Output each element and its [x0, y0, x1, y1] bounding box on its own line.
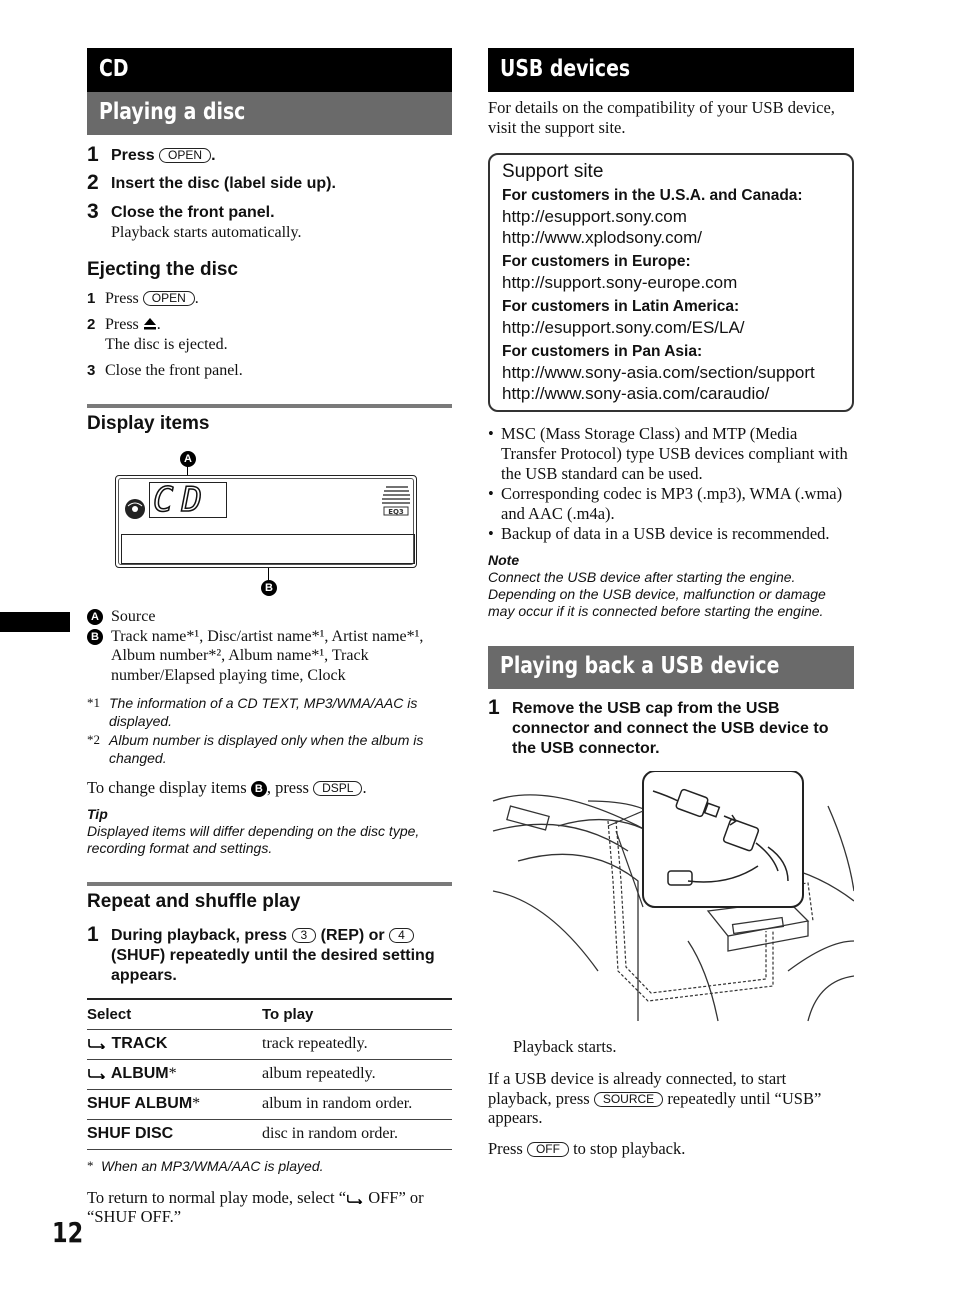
table-footnote: * When an MP3/WMA/AAC is played.	[87, 1157, 324, 1174]
svg-text:EQ3: EQ3	[388, 508, 404, 516]
support-link[interactable]: http://esupport.sony.com/ES/LA/	[502, 318, 745, 337]
usb-bullets	[488, 424, 854, 544]
step-3: 3 Close the front panel. Playback starts automatically.	[87, 200, 302, 241]
already-connected-text: If a USB device is already connected, to start playback, press SOURCE repeatedly until “USB” appears.	[488, 1069, 822, 1127]
tip-title: Tip	[87, 806, 108, 822]
note-text: Connect the USB device after starting the engine. Depending on the USB device, malfunction or damage may occur if it is connected before starting the engine.	[488, 569, 826, 619]
eject-item-2: 2 Press . The disc is ejected.	[87, 316, 228, 353]
display-legend	[87, 607, 452, 685]
open-button-label: OPEN	[143, 291, 195, 306]
step-2: 2 Insert the disc (label side up).	[87, 171, 336, 194]
support-group: For customers in Europe: http://support.sony-europe.com	[502, 252, 840, 293]
playing-disc-header: Playing a disc	[87, 92, 452, 135]
display-items-heading: Display items	[87, 413, 210, 434]
right-column	[488, 48, 854, 1159]
support-site-title: Support site	[502, 161, 604, 182]
repeat-icon	[346, 1193, 364, 1204]
change-display-text: To change display items B , press DSPL .	[87, 778, 367, 797]
footnote-1: *1 The information of a CD TEXT, MP3/WMA/AAC is displayed.	[87, 695, 418, 729]
lcd-source-box	[149, 482, 227, 518]
page-number: 12	[52, 1216, 84, 1249]
display-items-rule	[87, 404, 452, 408]
marker-b-inline: B	[251, 781, 267, 797]
support-link[interactable]: http://www.xplodsony.com/	[502, 228, 702, 247]
marker-a: A	[180, 451, 196, 467]
repeat-step-1: 1 During playback, press 3 (REP) or 4 (SHUF) repeatedly until the desired setting appears.	[87, 923, 435, 984]
button-4-label: 4	[389, 928, 414, 943]
eq3-icon	[378, 483, 414, 517]
usb-devices-header: USB devices	[488, 48, 854, 92]
usb-connection-illustration	[488, 771, 854, 1031]
open-button-label: OPEN	[159, 148, 211, 163]
eject-item-3: 3 Close the front panel.	[87, 362, 243, 379]
ejecting-disc-heading: Ejecting the disc	[87, 259, 238, 280]
display-figure	[87, 435, 452, 605]
playing-disc-steps	[87, 143, 452, 242]
eject-item-1: 1 Press OPEN .	[87, 290, 199, 307]
eject-list	[87, 289, 452, 381]
table-row: SHUF ALBUM* album in random order.	[87, 1089, 452, 1119]
list-item: • Backup of data in a USB device is recommended.	[488, 524, 854, 544]
support-site-box	[488, 153, 854, 412]
support-group: For customers in Pan Asia: http://www.sony-asia.com/section/support http://www.sony-asia.com/caraudio/	[502, 342, 840, 404]
cd-section-header: CD	[87, 48, 452, 92]
repeat-icon	[87, 1067, 107, 1079]
note-title: Note	[488, 552, 520, 568]
return-text: To return to normal play mode, select “ OFF” or “SHUF OFF.”	[87, 1187, 424, 1226]
disc-icon	[124, 498, 146, 520]
repeat-rule	[87, 882, 452, 886]
left-column	[87, 48, 452, 1227]
table-row: ALBUM* album repeatedly.	[87, 1059, 452, 1089]
step-1: 1 Press OPEN .	[87, 143, 216, 166]
legend-b: B Track name*¹, Disc/artist name*¹, Artist name*¹, Album number*², Album name*¹, Track number/Elapsed playing time, Clock	[87, 627, 452, 686]
list-item: • MSC (Mass Storage Class) and MTP (Media Transfer Protocol) type USB devices compliant with the USB standard can be used.	[488, 424, 854, 484]
lcd-text-area	[121, 534, 415, 564]
support-link[interactable]: http://www.sony-asia.com/section/support	[502, 363, 815, 382]
section-tab-marker	[0, 612, 70, 632]
list-item: • Corresponding codec is MP3 (.mp3), WMA (.wma) and AAC (.m4a).	[488, 484, 854, 524]
button-3-label: 3	[292, 928, 317, 943]
support-link[interactable]: http://esupport.sony.com	[502, 207, 687, 226]
note-block	[488, 552, 854, 620]
tip-text: Displayed items will differ depending on the disc type, recording format and settings.	[87, 823, 420, 856]
stop-playback-text: Press OFF to stop playback.	[488, 1138, 686, 1158]
playback-starts-text: Playback starts.	[513, 1037, 617, 1056]
eject-icon	[143, 317, 157, 330]
usb-step-1: 1 Remove the USB cap from the USB connector and connect the USB device to the USB connector.	[488, 696, 829, 757]
usb-intro: For details on the compatibility of your USB device, visit the support site.	[488, 98, 835, 137]
repeat-table	[87, 998, 452, 1150]
support-link[interactable]: http://support.sony-europe.com	[502, 273, 738, 292]
support-group: For customers in Latin America: http://esupport.sony.com/ES/LA/	[502, 297, 840, 338]
tip-block	[87, 806, 452, 857]
support-group: For customers in the U.S.A. and Canada: http://esupport.sony.com http://www.xplodsony.com/	[502, 186, 840, 248]
table-header: Select To play	[87, 999, 452, 1029]
display-footnotes	[87, 695, 452, 768]
table-row: SHUF DISC disc in random order.	[87, 1119, 452, 1149]
lcd-panel	[115, 475, 417, 568]
repeat-icon	[87, 1037, 107, 1049]
source-button-label: SOURCE	[594, 1092, 663, 1107]
dspl-button-label: DSPL	[313, 781, 362, 796]
repeat-heading: Repeat and shuffle play	[87, 891, 301, 912]
lcd-source-text: CD	[153, 480, 210, 520]
footnote-2: *2 Album number is displayed only when the album is changed.	[87, 732, 424, 766]
table-row: TRACK track repeatedly.	[87, 1029, 452, 1059]
off-button-label: OFF	[527, 1142, 569, 1157]
support-link[interactable]: http://www.sony-asia.com/caraudio/	[502, 384, 770, 403]
playing-back-usb-header: Playing back a USB device	[488, 646, 854, 689]
marker-b: B	[261, 580, 277, 596]
legend-a: A Source	[87, 607, 452, 627]
